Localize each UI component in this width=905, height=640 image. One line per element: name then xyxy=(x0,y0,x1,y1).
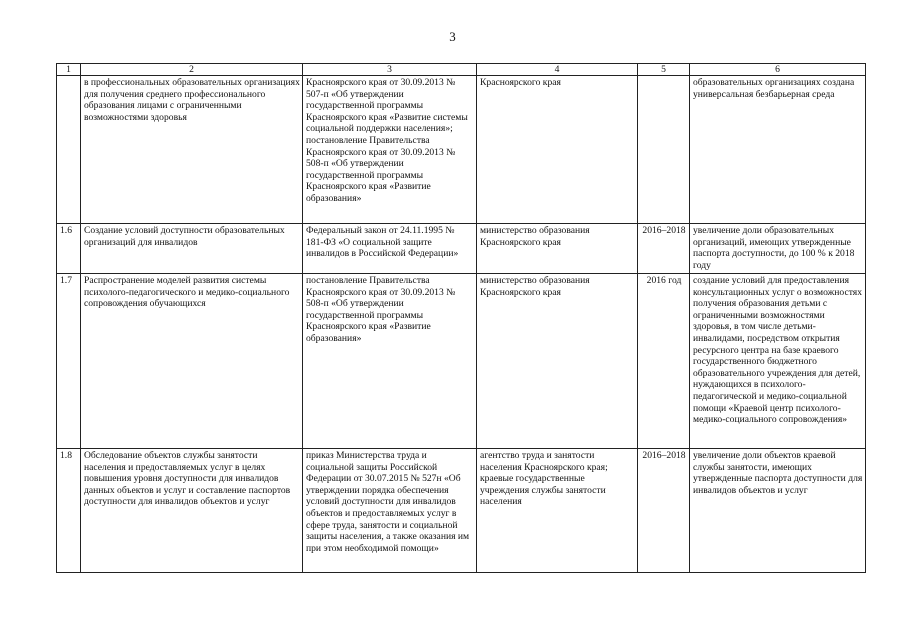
executor-cell: министерство образования Красноярского края xyxy=(477,274,638,449)
measure-cell: в профессиональных образовательных организациях для получения среднего профессионального образования лицами с ограниченными возможностями здоровья xyxy=(81,76,303,224)
legal-basis-cell: постановление Правительства Красноярского края от 30.09.2013 № 508-п «Об утверждении государственной программы Красноярского края «Развитие образования» xyxy=(303,274,477,449)
legal-basis-cell: Федеральный закон от 24.11.1995 № 181-ФЗ «О социальной защите инвалидов в Российской Федерации» xyxy=(303,224,477,274)
column-number-row xyxy=(57,64,866,76)
page-number: 3 xyxy=(449,29,456,44)
table-row xyxy=(57,224,866,274)
legal-basis-cell: Красноярского края от 30.09.2013 № 507-п «Об утверждении государственной программы Красноярского края «Развитие системы социальной поддержки населения»; постановление Правительства Красноярского края от 30.09.2013 № 508-п «Об утверждении государственной программы Красноярского края «Развитие образования» xyxy=(303,76,477,224)
legal-basis-cell: приказ Министерства труда и социальной защиты Российской Федерации от 30.07.2015 № 527н «Об утверждении порядка обеспечения условий доступности для инвалидов объектов и предоставляемых услуг в сфере труда, занятости и социальной защиты населения, а также оказания им при этом необходимой помощи» xyxy=(303,449,477,573)
table-row xyxy=(57,449,866,573)
measures-table xyxy=(56,63,866,573)
column-header-3: 3 xyxy=(303,64,477,76)
row-number: 1.7 xyxy=(57,274,81,449)
measure-cell: Распространение моделей развития системы психолого-педагогического и медико-социального сопровождения обучающихся xyxy=(81,274,303,449)
column-header-5: 5 xyxy=(638,64,690,76)
column-header-6: 6 xyxy=(690,64,866,76)
row-number xyxy=(57,76,81,224)
executor-cell: Красноярского края xyxy=(477,76,638,224)
executor-cell: министерство образования Красноярского края xyxy=(477,224,638,274)
result-cell: создание условий для предоставления консультационных услуг о возможностях получения образования детьми с ограниченными возможностями здоровья, в том числе детьми-инвалидами, посредством открытия ресурсного центра на базе краевого государственного бюджетного образовательного учреждения для детей, нуждающихся в психолого-педагогической и медико-социальной помощи «Краевой центр психолого-медико-социального сопровождения» xyxy=(690,274,866,449)
table-row xyxy=(57,76,866,224)
measure-cell: Создание условий доступности образовательных организаций для инвалидов xyxy=(81,224,303,274)
period-cell: 2016 год xyxy=(638,274,690,449)
column-header-1: 1 xyxy=(57,64,81,76)
row-number: 1.6 xyxy=(57,224,81,274)
period-cell: 2016–2018 xyxy=(638,224,690,274)
measure-cell: Обследование объектов службы занятости населения и предоставляемых услуг в целях повышения уровня доступности для инвалидов данных объектов и услуг и составление паспортов доступности для инвалидов объектов и услуг xyxy=(81,449,303,573)
column-header-2: 2 xyxy=(81,64,303,76)
executor-cell: агентство труда и занятости населения Красноярского края; краевые государственные учреждения службы занятости населения xyxy=(477,449,638,573)
column-header-4: 4 xyxy=(477,64,638,76)
period-cell: 2016–2018 xyxy=(638,449,690,573)
result-cell: увеличение доли объектов краевой службы занятости, имеющих утвержденные паспорта доступности для инвалидов объектов и услуг xyxy=(690,449,866,573)
period-cell xyxy=(638,76,690,224)
table-row xyxy=(57,274,866,449)
result-cell: увеличение доли образовательных организаций, имеющих утвержденные паспорта доступности, до 100 % к 2018 году xyxy=(690,224,866,274)
result-cell: образовательных организациях создана универсальная безбарьерная среда xyxy=(690,76,866,224)
row-number: 1.8 xyxy=(57,449,81,573)
